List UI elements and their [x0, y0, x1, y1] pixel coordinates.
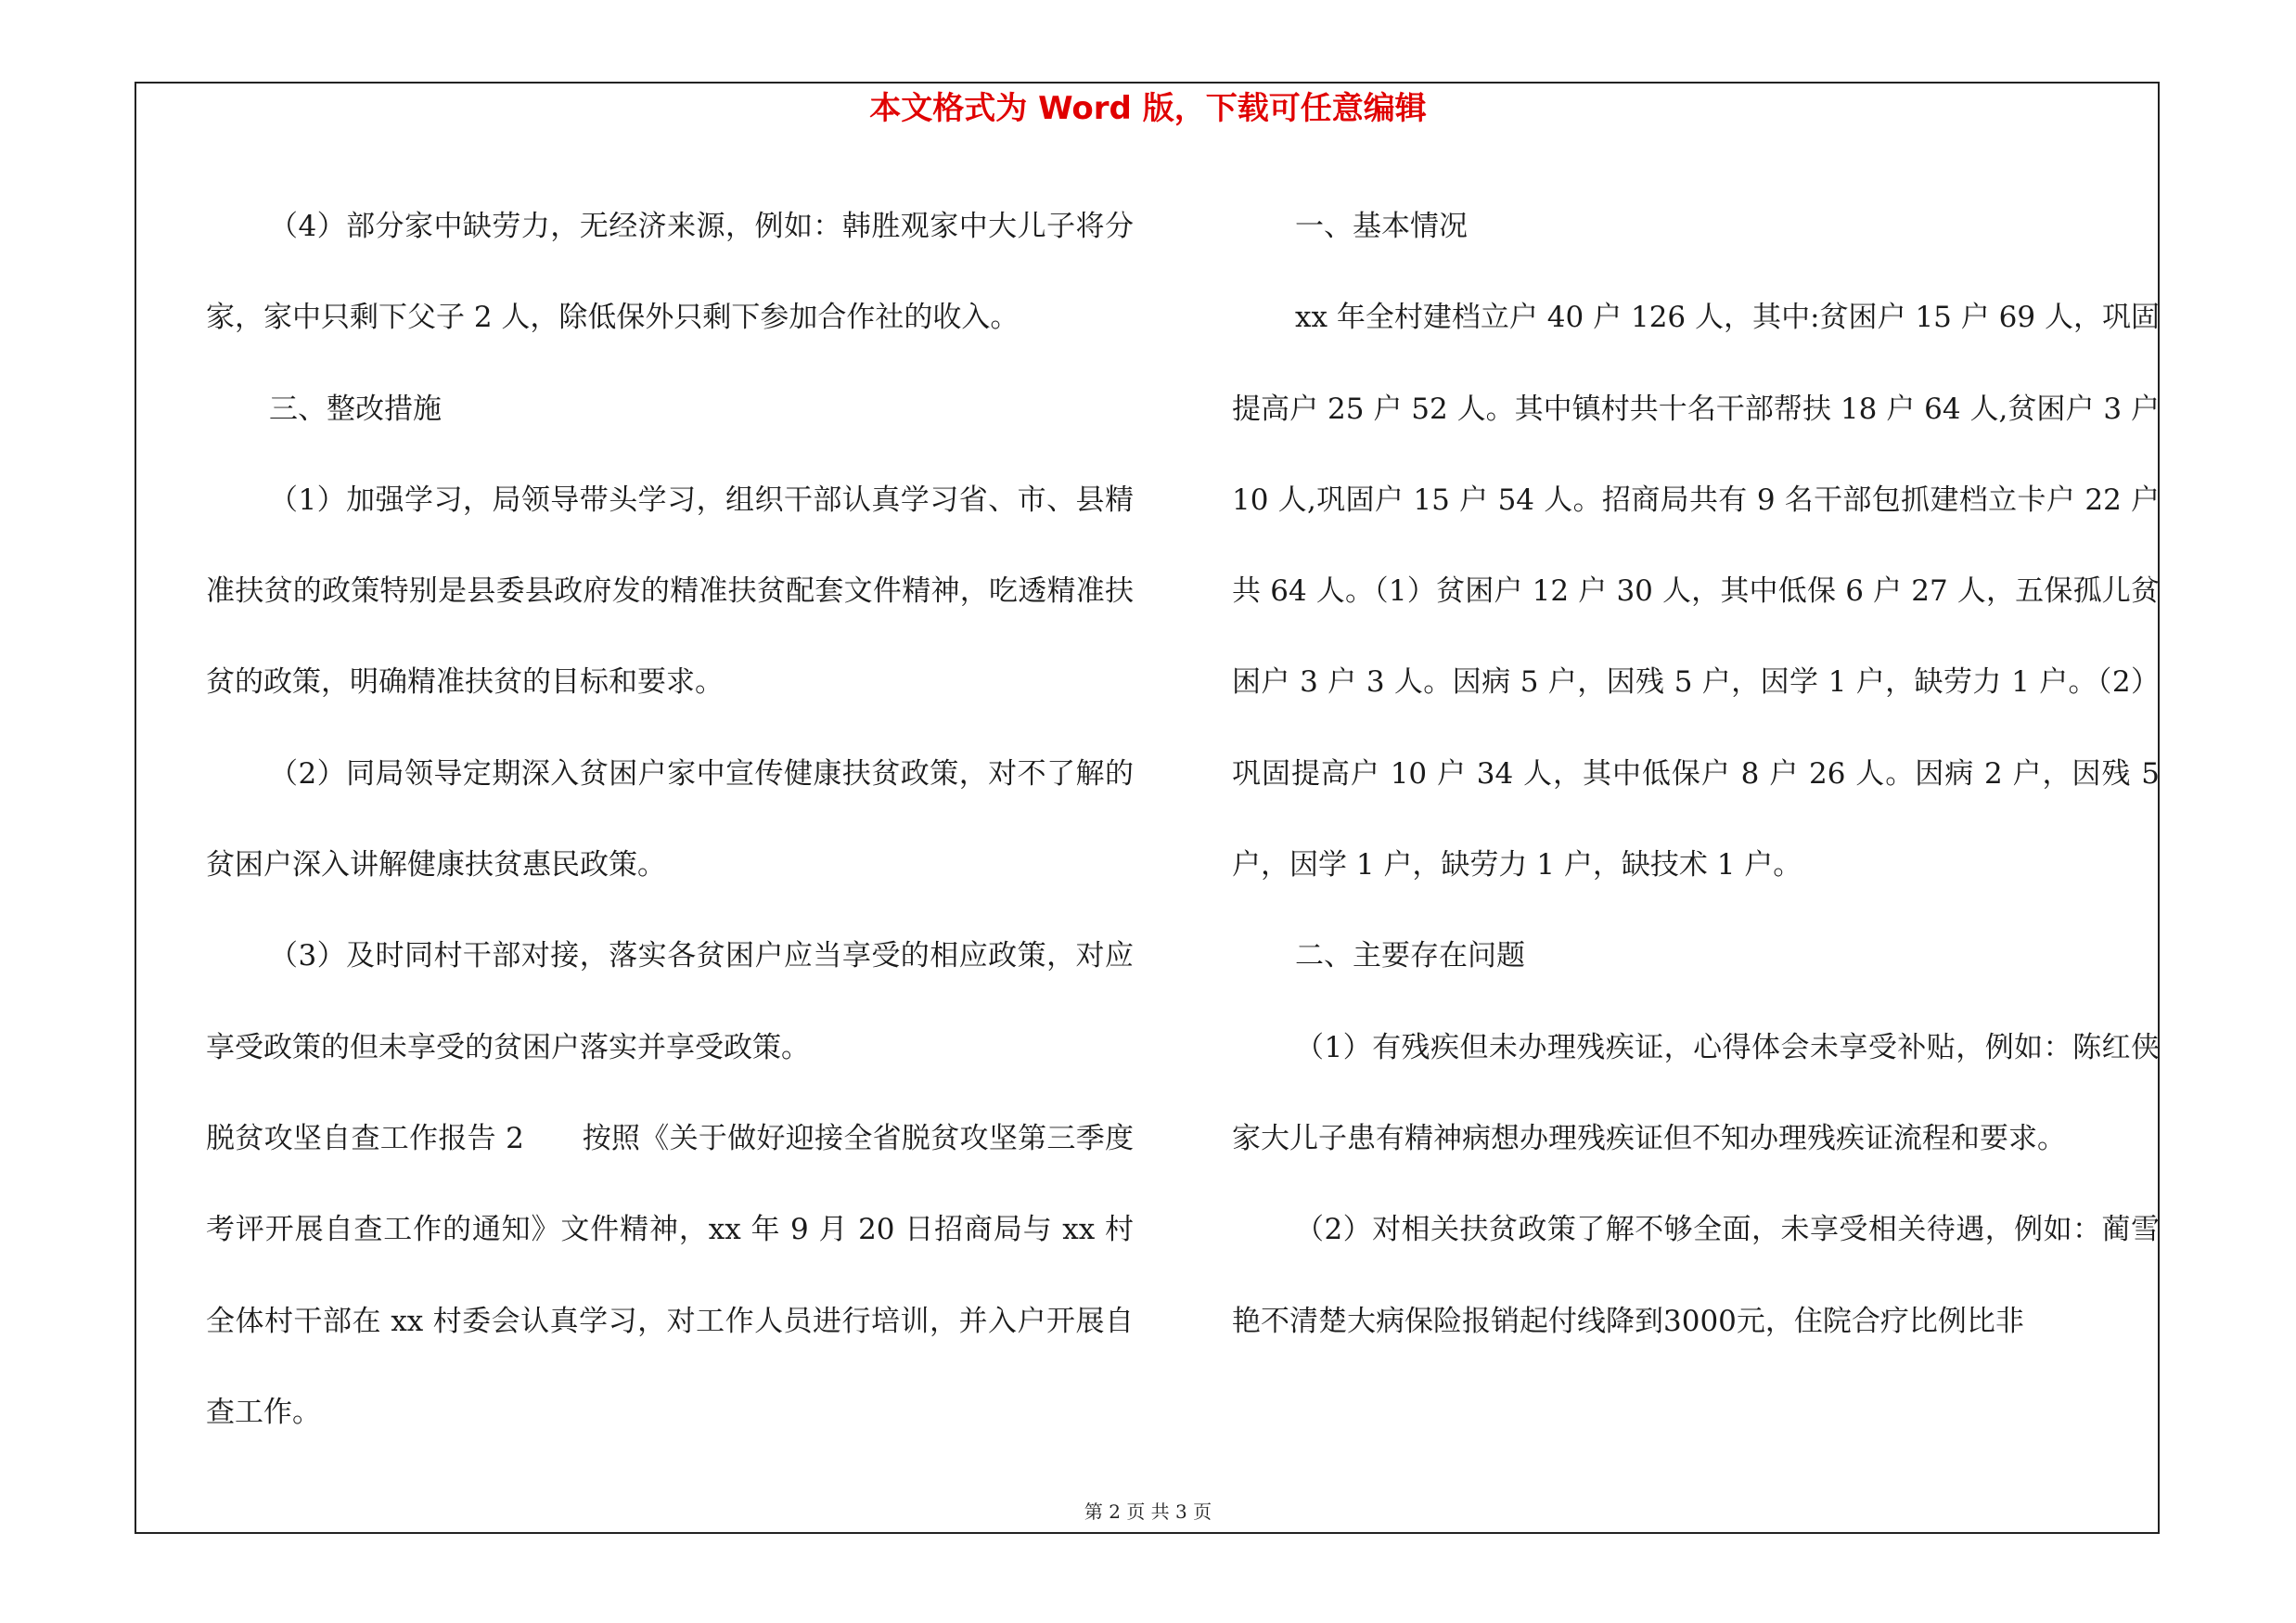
paragraph: 脱贫攻坚自查工作报告 2 按照《关于做好迎接全省脱贫攻坚第三季度考评开展自查工作的通知》文件精神，xx 年 9 月 20 日招商局与 xx 村全体村干部在 xx 村委会认真学习，对工作人员进行培训，并入户开展自查工作。 — [206, 1121, 1134, 1429]
right-column — [1232, 181, 2160, 1367]
left-column — [206, 181, 1134, 1458]
paragraph: （1）有残疾但未办理残疾证，心得体会未享受补贴，例如：陈红侠家大儿子患有精神病想办理残疾证但不知办理残疾证流程和要求。 — [1232, 1030, 2160, 1155]
format-banner: 本文格式为 Word 版，下载可任意编辑 — [869, 90, 1427, 127]
paragraph: （4）部分家中缺劳力，无经济来源，例如：韩胜观家中大儿子将分家，家中只剩下父子 2 人，除低保外只剩下参加合作社的收入。 — [206, 210, 1134, 335]
section-heading: 三、整改措施 — [269, 392, 442, 426]
paragraph: （2）同局领导定期深入贫困户家中宣传健康扶贫政策，对不了解的贫困户深入讲解健康扶贫惠民政策。 — [206, 756, 1134, 882]
paragraph: （2）对相关扶贫政策了解不够全面，未享受相关待遇，例如：蔺雪艳不清楚大病保险报销起付线降到3000元，住院合疗比例比非 — [1232, 1213, 2160, 1338]
section-heading: 二、主要存在问题 — [1295, 939, 1525, 973]
paragraph: xx 年全村建档立户 40 户 126 人，其中:贫困户 15 户 69 人，巩固提高户 25 户 52 人。其中镇村共十名干部帮扶 18 户 64 人,贫困户 3 户 10 人,巩固户 15 户 54 人。招商局共有 9 名干部包抓建档立卡户 22 户共 64 人。（1）贫困户 12 户 30 人，其中低保 6 户 27 人，五保孤儿贫困户 3 户 3 人。因病 5 户，因残 5 户，因学 1 户，缺劳力 1 户。（2）巩固提高户 10 户 34 人，其中低保户 8 户 26 人。因病 2 户，因残 5 户，因学 1 户，缺劳力 1 户，缺技术 1 户。 — [1232, 301, 2160, 882]
page-number: 第 2 页 共 3 页 — [1084, 1501, 1212, 1523]
section-heading: 一、基本情况 — [1295, 210, 1468, 243]
paragraph: （3）及时同村干部对接，落实各贫困户应当享受的相应政策，对应享受政策的但未享受的贫困户落实并享受政策。 — [206, 939, 1134, 1064]
paragraph: （1）加强学习，局领导带头学习，组织干部认真学习省、市、县精准扶贫的政策特别是县委县政府发的精准扶贫配套文件精神，吃透精准扶贫的政策，明确精准扶贫的目标和要求。 — [206, 483, 1134, 700]
